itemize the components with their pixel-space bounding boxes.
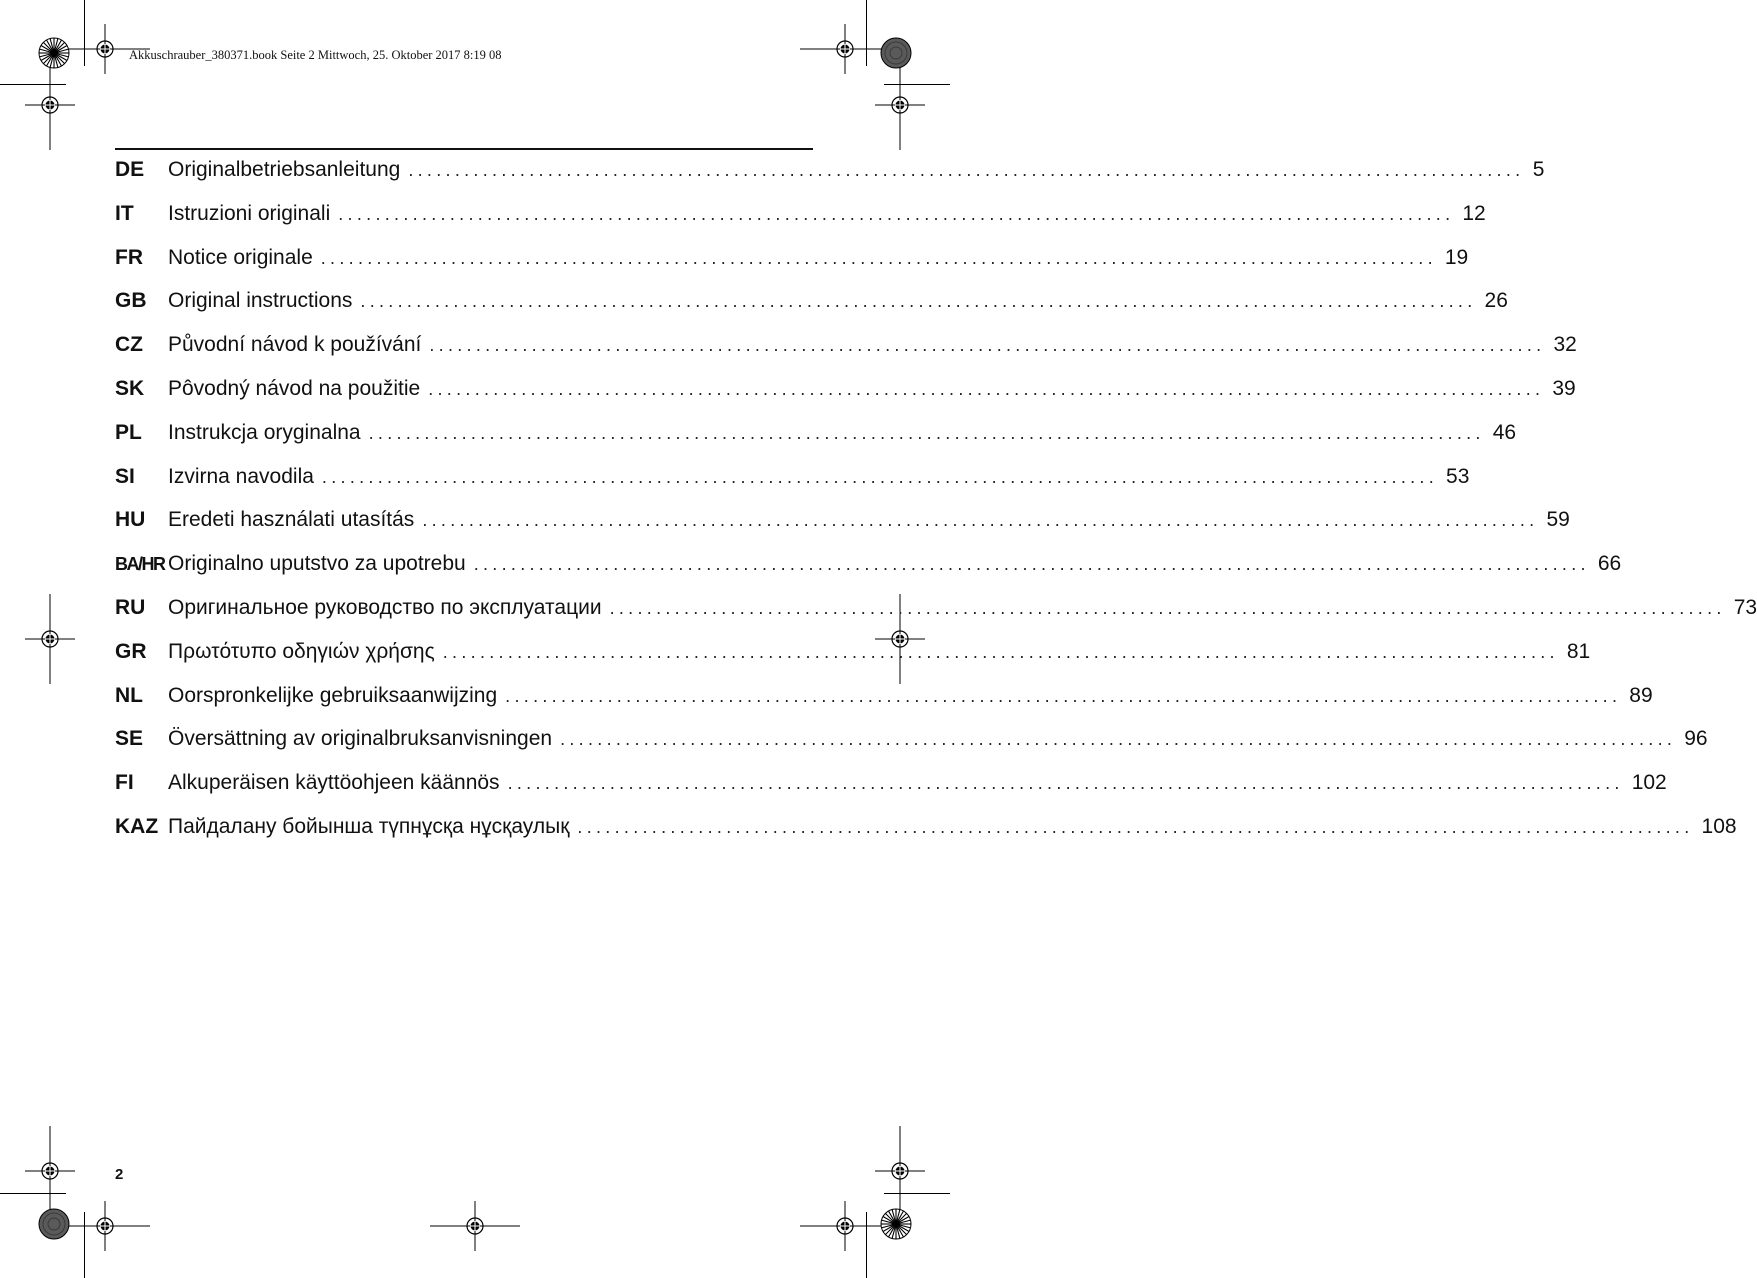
- file-info-header: Akkuschrauber_380371.book Seite 2 Mittwoch, 25. Oktober 2017 8:19 08: [129, 48, 502, 62]
- registration-crosshair-icon: [430, 1201, 520, 1251]
- toc-page-number: 5: [1532, 158, 1545, 181]
- toc-title: Notice originale: [168, 245, 313, 269]
- toc-page-number: 81: [1566, 639, 1591, 663]
- toc-leader-dots: ........................................................................................................................: [507, 773, 1624, 794]
- toc-entry[interactable]: [115, 243, 1469, 273]
- toc-leader-dots: ........................................................................................................................: [442, 641, 1559, 662]
- toc-entry[interactable]: [115, 593, 1757, 623]
- toc-leader-dots: ........................................................................................................................: [577, 817, 1694, 837]
- toc-leader-dots: ........................................................................................................................: [609, 598, 1726, 618]
- toc-entry[interactable]: [115, 374, 1576, 404]
- toc-title: Πρωτότυπο οδηγιών χρήσης: [168, 639, 435, 663]
- toc-leader-dots: ........................................................................................................................: [320, 247, 1437, 268]
- toc-language-code: HU: [115, 508, 146, 532]
- toc-leader-dots: ........................................................................................................................: [338, 203, 1455, 224]
- toc-title: Originalno uputstvo za upotrebu: [168, 552, 466, 576]
- toc-title: Izvirna navodila: [168, 464, 314, 488]
- toc-leader-dots: ........................................................................................................................: [321, 466, 1439, 487]
- toc-language-code: PL: [115, 420, 142, 444]
- toc-page-number: 89: [1629, 683, 1653, 707]
- toc-entry[interactable]: [115, 681, 1653, 711]
- toc-leader-dots: ........................................................................................................................: [408, 160, 1525, 180]
- toc-language-code: NL: [115, 683, 143, 707]
- toc-leader-dots: ........................................................................................................................: [360, 291, 1477, 312]
- toc-leader-dots: ........................................................................................................................: [560, 729, 1677, 750]
- toc-page-number: 73: [1733, 596, 1757, 619]
- toc-entry[interactable]: [115, 418, 1517, 448]
- toc-page-number: 32: [1553, 333, 1577, 357]
- toc-entry[interactable]: [115, 199, 1486, 229]
- toc-language-code: GR: [115, 639, 147, 663]
- toc-language-code: FR: [115, 245, 143, 269]
- toc-entry[interactable]: [115, 768, 1667, 798]
- toc-leader-dots: ........................................................................................................................: [505, 685, 1622, 706]
- toc-leader-dots: ........................................................................................................................: [473, 554, 1590, 575]
- toc-leader-dots: ........................................................................................................................: [368, 422, 1485, 443]
- registration-crosshair-icon: [60, 1201, 150, 1251]
- toc-leader-dots: ........................................................................................................................: [428, 379, 1545, 399]
- toc-page-number: 39: [1552, 377, 1576, 400]
- toc-entry[interactable]: [115, 286, 1508, 316]
- toc-entry[interactable]: [115, 155, 1545, 185]
- toc-language-code: IT: [115, 201, 134, 225]
- toc-language-code: DE: [115, 158, 145, 181]
- toc-title: Пайдалану бойынша түпнұсқа нұсқаулық: [168, 815, 570, 838]
- toc-page-number: 108: [1701, 815, 1737, 838]
- toc-title: Översättning av originalbruksanvisningen: [168, 727, 553, 751]
- toc-leader-dots: ........................................................................................................................: [429, 335, 1546, 356]
- toc-language-code: GB: [115, 289, 147, 313]
- toc-page-number: 102: [1631, 771, 1667, 795]
- toc-page-number: 26: [1484, 289, 1508, 313]
- toc-title: Istruzioni originali: [168, 201, 331, 225]
- toc-entry[interactable]: [115, 724, 1708, 754]
- registration-crosshair-icon: [800, 1201, 890, 1251]
- toc-page-number: 96: [1684, 727, 1708, 751]
- toc-language-code: SK: [115, 377, 145, 400]
- toc-title: Instrukcja oryginalna: [168, 420, 361, 444]
- toc-entry[interactable]: [115, 330, 1577, 360]
- toc-page-number: 12: [1462, 201, 1486, 225]
- toc-language-code: BA/HR: [115, 554, 165, 575]
- toc-title: Oorspronkelijke gebruiksaanwijzing: [168, 683, 498, 707]
- registration-crosshair-icon: [25, 594, 75, 684]
- toc-page-number: 19: [1444, 245, 1469, 269]
- registration-crosshair-icon: [875, 60, 925, 150]
- toc-entry[interactable]: [115, 505, 1570, 535]
- top-rule: [115, 148, 813, 150]
- toc-language-code: SI: [115, 464, 135, 488]
- toc-language-code: CZ: [115, 333, 143, 357]
- toc-title: Original instructions: [168, 289, 353, 313]
- toc-title: Alkuperäisen käyttöohjeen käännös: [168, 771, 500, 795]
- toc-entry[interactable]: [115, 549, 1622, 579]
- toc-title: Оригинальное руководство по эксплуатации: [168, 596, 602, 619]
- toc-language-code: KAZ: [115, 815, 159, 838]
- sunburst-target-icon: [880, 1208, 912, 1240]
- toc-title: Původní návod k používání: [168, 333, 422, 357]
- toc-title: Originalbetriebsanleitung: [168, 158, 401, 181]
- registration-crosshair-icon: [25, 60, 75, 150]
- toc-entry[interactable]: [115, 812, 1737, 842]
- toc-page-number: 59: [1546, 508, 1570, 532]
- toc-page-number: 66: [1597, 552, 1622, 576]
- toc-language-code: FI: [115, 771, 134, 795]
- toc-page-number: 53: [1446, 464, 1470, 488]
- solid-gray-target-icon: [880, 37, 912, 69]
- toc-page-number: 46: [1492, 420, 1517, 444]
- toc-entry[interactable]: [115, 637, 1591, 667]
- toc-title: Pôvodný návod na použitie: [168, 377, 421, 400]
- toc-language-code: SE: [115, 727, 144, 751]
- sunburst-target-icon: [38, 37, 70, 69]
- toc-leader-dots: ........................................................................................................................: [422, 510, 1539, 531]
- page-number: 2: [115, 1166, 124, 1183]
- toc-language-code: RU: [115, 596, 146, 619]
- toc-title: Eredeti használati utasítás: [168, 508, 415, 532]
- solid-gray-target-icon: [38, 1208, 70, 1240]
- toc-entry[interactable]: [115, 462, 1470, 492]
